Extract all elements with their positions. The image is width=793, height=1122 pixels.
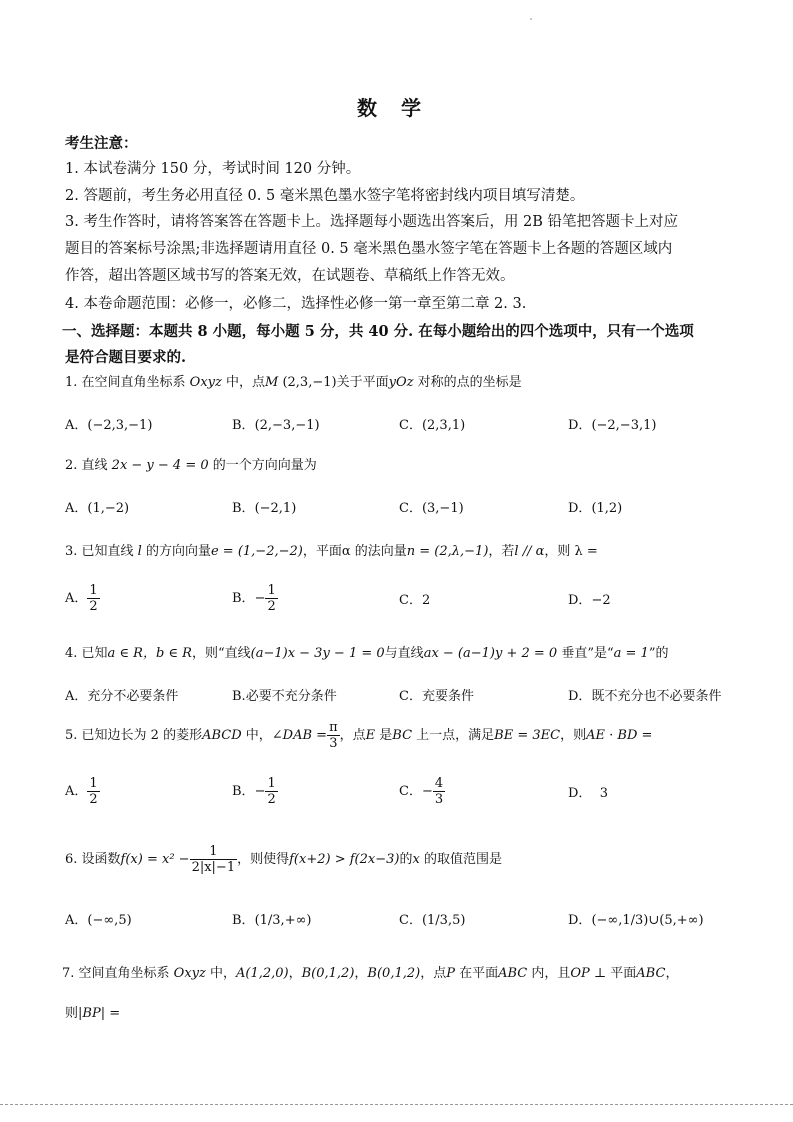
q3-option-c[interactable]: C．2 bbox=[399, 593, 431, 608]
q3-option-d[interactable]: D．−2 bbox=[568, 593, 611, 608]
q2-option-c[interactable]: C．(3,−1) bbox=[399, 501, 464, 516]
fraction: $\frac{1}{2}$ bbox=[89, 583, 98, 614]
question-5: 5. 已知边长为 2 的菱形ABCD 中，∠DAB = $\frac{\pi}{3}$ ，点E 是BC 上一点，满足BE = 3EC，则AE · BD = bbox=[65, 720, 653, 751]
notice-2: 2. 答题前，考生务必用直径 0. 5 毫米黑色墨水签字笔将密封线内项目填写清楚。 bbox=[65, 188, 585, 204]
question-3: 3. 已知直线 l 的方向向量e = (1,−2,−2)，平面α 的法向量n = (2,λ,−1)，若l // α，则 λ = bbox=[65, 544, 598, 559]
fraction: $\frac{1}{2}$ bbox=[267, 583, 276, 614]
q4-option-b[interactable]: B.必要不充分条件 bbox=[232, 689, 337, 704]
scan-dot bbox=[530, 18, 532, 20]
notice-4: 4. 本卷命题范围：必修一，必修二，选择性必修一第一章至第二章 2. 3. bbox=[65, 296, 527, 312]
notice-3-cont2: 作答，超出答题区域书写的答案无效，在试题卷、草稿纸上作答无效。 bbox=[65, 268, 515, 284]
q5-option-b[interactable]: B．− $\frac{1}{2}$ bbox=[232, 776, 276, 807]
question-7-cont: 则|BP| = bbox=[65, 1006, 121, 1021]
page-bottom-rule bbox=[0, 1104, 793, 1105]
q6-option-c[interactable]: C．(1/3,5) bbox=[399, 913, 466, 928]
question-4: 4. 已知a ∈ R，b ∈ R，则“直线(a−1)x − 3y − 1 = 0与直线ax − (a−1)y + 2 = 0 垂直”是“a = 1”的 bbox=[65, 646, 669, 661]
notice-3: 3. 考生作答时，请将答案答在答题卡上。选择题每小题选出答案后，用 2B 铅笔把答题卡上对应 bbox=[65, 214, 679, 230]
q5-option-c[interactable]: C．− $\frac{4}{3}$ bbox=[399, 776, 444, 807]
fraction: $\frac{4}{3}$ bbox=[434, 776, 444, 807]
q5-option-d[interactable]: D． 3 bbox=[568, 786, 608, 801]
notice-3-cont: 题目的答案标号涂黑;非选择题请用直径 0. 5 毫米黑色墨水签字笔在答题卡上各题的答题区域内 bbox=[65, 241, 673, 257]
section1-heading: 一、选择题：本题共 8 小题，每小题 5 分，共 40 分. 在每小题给出的四个选项中，只有一个选项 bbox=[62, 323, 694, 340]
exp-fraction: $\frac{1}{2|x|-1}$ bbox=[191, 844, 236, 875]
q1-option-a[interactable]: A．(−2,3,−1) bbox=[65, 418, 153, 433]
question-2: 2. 直线 2x − y − 4 = 0 的一个方向向量为 bbox=[65, 458, 317, 473]
q1-option-c[interactable]: C．(2,3,1) bbox=[399, 418, 466, 433]
q2-option-b[interactable]: B．(−2,1) bbox=[232, 501, 297, 516]
fraction: $\frac{1}{2}$ bbox=[267, 776, 276, 807]
q4-option-d[interactable]: D．既不充分也不必要条件 bbox=[568, 689, 722, 704]
pi-fraction: $\frac{\pi}{3}$ bbox=[329, 720, 338, 751]
q2-option-d[interactable]: D．(1,2) bbox=[568, 501, 623, 516]
notice-1: 1. 本试卷满分 150 分，考试时间 120 分钟。 bbox=[65, 161, 361, 177]
q4-option-c[interactable]: C．充要条件 bbox=[399, 689, 474, 704]
question-7: 7. 空间直角坐标系 Oxyz 中，A(1,2,0)，B(0,1,2)，B(0,1,2)，点P 在平面ABC 内，且OP ⊥ 平面ABC， bbox=[62, 966, 679, 981]
q6-option-b[interactable]: B．(1/3,+∞) bbox=[232, 913, 312, 928]
q2-option-a[interactable]: A．(1,−2) bbox=[65, 501, 130, 516]
q3-option-a[interactable]: A． $\frac{1}{2}$ bbox=[65, 583, 98, 614]
q6-option-d[interactable]: D．(−∞,1/3)∪(5,+∞) bbox=[568, 913, 704, 928]
notice-heading: 考生注意： bbox=[65, 135, 138, 152]
question-1: 1. 在空间直角坐标系 Oxyz 中，点M (2,3,−1)关于平面yOz 对称的点的坐标是 bbox=[65, 375, 522, 390]
q6-option-a[interactable]: A．(−∞,5) bbox=[65, 913, 132, 928]
fraction: $\frac{1}{2}$ bbox=[89, 776, 98, 807]
page-title: 数 学 bbox=[357, 96, 423, 120]
q3-option-b[interactable]: B．− $\frac{1}{2}$ bbox=[232, 583, 276, 614]
q5-option-a[interactable]: A． $\frac{1}{2}$ bbox=[65, 776, 98, 807]
question-6: 6. 设函数f(x) = x² − $\frac{1}{2|x|-1}$ ，则使得f(x+2) > f(2x−3)的x 的取值范围是 bbox=[65, 844, 502, 875]
q1-option-b[interactable]: B．(2,−3,−1) bbox=[232, 418, 320, 433]
section1-heading-cont: 是符合题目要求的. bbox=[65, 349, 187, 366]
q4-option-a[interactable]: A．充分不必要条件 bbox=[65, 689, 179, 704]
q1-option-d[interactable]: D．(−2,−3,1) bbox=[568, 418, 657, 433]
